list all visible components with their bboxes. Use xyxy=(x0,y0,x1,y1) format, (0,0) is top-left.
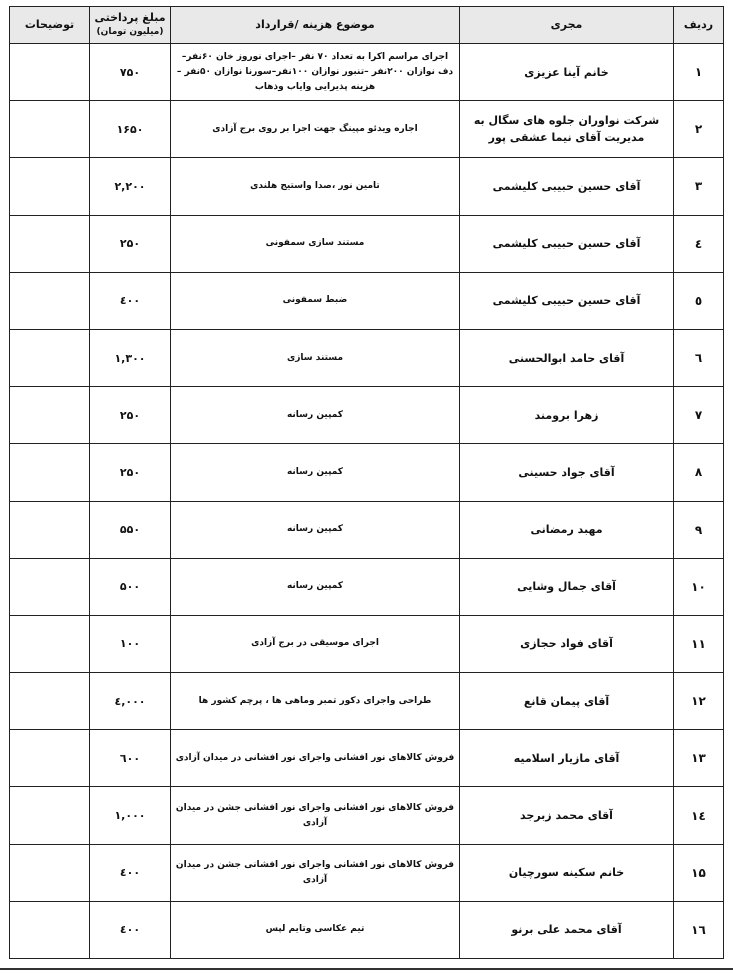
subject-cell: کمپین رسانه xyxy=(171,501,460,558)
contractor-cell: آقای حسین حبیبی کلیشمی xyxy=(460,215,674,272)
row-number: ۷ xyxy=(674,387,724,444)
notes-cell xyxy=(10,44,90,101)
notes-cell xyxy=(10,558,90,615)
row-number: ۱۲ xyxy=(674,673,724,730)
amount-cell: ۲۵۰ xyxy=(90,215,171,272)
notes-cell xyxy=(10,329,90,386)
table-row xyxy=(10,444,724,501)
subject-cell: طراحی واجرای دکور تمبر وماهی ها ، پرچم کشور ها xyxy=(171,673,460,730)
notes-cell xyxy=(10,901,90,958)
header-contractor: مجری xyxy=(460,7,674,44)
row-number: ٦ xyxy=(674,329,724,386)
amount-cell: ۱,۳۰۰ xyxy=(90,329,171,386)
header-amount xyxy=(90,7,171,44)
table-row xyxy=(10,901,724,958)
row-number: ۱ xyxy=(674,44,724,101)
amount-cell: ٤۰۰ xyxy=(90,272,171,329)
table-row xyxy=(10,787,724,844)
row-number: ٤ xyxy=(674,215,724,272)
contractor-cell: آقای حسین حبیبی کلیشمی xyxy=(460,272,674,329)
row-number: ۱۳ xyxy=(674,730,724,787)
contractor-cell: آقای محمد علی برنو xyxy=(460,901,674,958)
amount-cell: ۵۰۰ xyxy=(90,558,171,615)
contractor-cell: آقای حامد ابوالحسنی xyxy=(460,329,674,386)
table-row xyxy=(10,558,724,615)
subject-cell: کمپین رسانه xyxy=(171,558,460,615)
notes-cell xyxy=(10,673,90,730)
table-row xyxy=(10,615,724,672)
amount-cell: ۱۰۰ xyxy=(90,615,171,672)
contractor-cell: آقای مازیار اسلامیه xyxy=(460,730,674,787)
amount-cell: ۱۶۵۰ xyxy=(90,101,171,158)
notes-cell xyxy=(10,787,90,844)
subject-cell: اجاره ویدئو مپینگ جهت اجرا بر روی برج آزادی xyxy=(171,101,460,158)
table-header-row xyxy=(10,7,724,44)
subject-cell: مستند سازی سمفونی xyxy=(171,215,460,272)
notes-cell xyxy=(10,501,90,558)
row-number: ۱۱ xyxy=(674,615,724,672)
row-number: ۱٦ xyxy=(674,901,724,958)
table-row xyxy=(10,215,724,272)
amount-cell: ۲۵۰ xyxy=(90,444,171,501)
contractor-cell: مهبد رمضانی xyxy=(460,501,674,558)
notes-cell xyxy=(10,158,90,215)
amount-cell: ۱,۰۰۰ xyxy=(90,787,171,844)
amount-cell: ۵۵۰ xyxy=(90,501,171,558)
amount-cell: ٤,۰۰۰ xyxy=(90,673,171,730)
subject-cell: کمپین رسانه xyxy=(171,444,460,501)
contractor-cell: آقای جواد حسینی xyxy=(460,444,674,501)
row-number: ۲ xyxy=(674,101,724,158)
amount-cell: ۲۵۰ xyxy=(90,387,171,444)
table-row xyxy=(10,158,724,215)
amount-cell: ٦۰۰ xyxy=(90,730,171,787)
amount-cell: ۲,۲۰۰ xyxy=(90,158,171,215)
header-amount-unit: (میلیون تومان) xyxy=(96,27,164,37)
notes-cell xyxy=(10,272,90,329)
row-number: ۱۵ xyxy=(674,844,724,901)
notes-cell xyxy=(10,615,90,672)
contractor-cell: شرکت نواوران جلوه های سگال به مدیریت آقای نیما عشقی پور xyxy=(460,101,674,158)
contractor-cell: آقای جمال وشایی xyxy=(460,558,674,615)
table-row xyxy=(10,329,724,386)
subject-cell: اجرای مراسم اکرا به تعداد ۷۰ نفر –اجرای نوروز خان ۶۰نفر–دف نوازان ۲۰۰نفر –تنبور نوازان ۱۰۰نفر–سورنا نوازان ۵۰نفر –هزینه پذیرایی وایاب وذهاب xyxy=(171,44,460,101)
amount-cell: ٤۰۰ xyxy=(90,844,171,901)
notes-cell xyxy=(10,101,90,158)
subject-cell: تیم عکاسی وتایم لپس xyxy=(171,901,460,958)
table-row xyxy=(10,387,724,444)
table-row xyxy=(10,44,724,101)
payments-table xyxy=(9,6,724,959)
subject-cell: فروش کالاهای نور افشانی واجرای نور افشانی جشن در میدان آزادی xyxy=(171,787,460,844)
contractor-cell: خانم آینا عزیزی xyxy=(460,44,674,101)
table-row xyxy=(10,501,724,558)
notes-cell xyxy=(10,444,90,501)
subject-cell: مستند سازی xyxy=(171,329,460,386)
subject-cell: کمپین رسانه xyxy=(171,387,460,444)
subject-cell: تامین نور ،صدا واستیج هلندی xyxy=(171,158,460,215)
amount-cell: ۷۵۰ xyxy=(90,44,171,101)
notes-cell xyxy=(10,844,90,901)
notes-cell xyxy=(10,387,90,444)
row-number: ۹ xyxy=(674,501,724,558)
table-row xyxy=(10,673,724,730)
amount-cell: ٤۰۰ xyxy=(90,901,171,958)
subject-cell: ضبط سمفونی xyxy=(171,272,460,329)
contractor-cell: آقای پیمان قانع xyxy=(460,673,674,730)
subject-cell: اجرای موسیقی در برج آزادی xyxy=(171,615,460,672)
notes-cell xyxy=(10,215,90,272)
table-row xyxy=(10,844,724,901)
row-number: ۱۰ xyxy=(674,558,724,615)
contractor-cell: زهرا برومند xyxy=(460,387,674,444)
contractor-cell: آقای حسین حبیبی کلیشمی xyxy=(460,158,674,215)
contractor-cell: آقای محمد زبرجد xyxy=(460,787,674,844)
header-notes: توضیحات xyxy=(10,7,90,44)
table-row xyxy=(10,730,724,787)
contractor-cell: خانم سکینه سورچیان xyxy=(460,844,674,901)
row-number: ۸ xyxy=(674,444,724,501)
notes-cell xyxy=(10,730,90,787)
subject-cell: فروش کالاهای نور افشانی واجرای نور افشانی در میدان آزادی xyxy=(171,730,460,787)
bottom-divider xyxy=(0,968,733,970)
row-number: ۳ xyxy=(674,158,724,215)
row-number: ٥ xyxy=(674,272,724,329)
header-subject: موضوع هزینه /قرارداد xyxy=(171,7,460,44)
table-row xyxy=(10,272,724,329)
subject-cell: فروش کالاهای نور افشانی واجرای نور افشانی جشن در میدان آزادی xyxy=(171,844,460,901)
header-amount-label: مبلغ پرداختی xyxy=(94,11,166,24)
table-row xyxy=(10,101,724,158)
header-row-number: ردیف xyxy=(674,7,724,44)
contractor-cell: آقای فواد حجازی xyxy=(460,615,674,672)
row-number: ۱٤ xyxy=(674,787,724,844)
